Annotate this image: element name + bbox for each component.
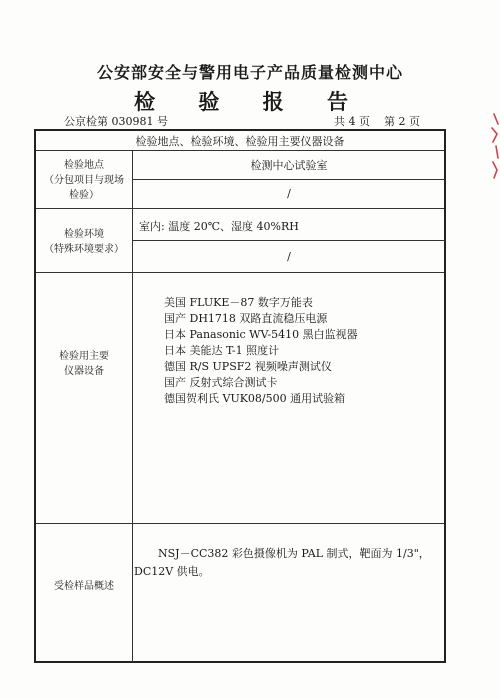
report-number: 公京检第 030981 号 [64,115,168,128]
location-value: 检测中心试验室 [250,159,328,172]
equipment-label: 检验用主要 仪器设备 [59,351,109,377]
equipment-item: 日本 Panasonic WV-5410 黑白监视器 [164,328,358,341]
equipment-list [164,295,358,407]
row-divider [36,150,444,151]
equipment-item: 德国贺利氏 VUK08/500 通用试验箱 [164,392,346,405]
section-header: 检验地点、检验环境、检验用主要仪器设备 [135,135,345,148]
sample-description: NSJ－CC382 彩色摄像机为 PAL 制式，靶面为 1/3"，DC12V 供电。 [134,547,430,578]
sample-label: 受检样品概述 [54,581,114,592]
equipment-item: 德国 R/S UPSF2 视频噪声测试仪 [164,360,332,373]
environment-subvalue: / [287,250,291,263]
equipment-item: 国产 DH1718 双路直流稳压电源 [164,312,328,325]
inspection-table [34,129,446,663]
stamp-edge-mark [488,112,500,182]
equipment-item: 日本 美能达 T-1 照度计 [164,344,280,357]
environment-label: 检验环境 （特殊环境要求） [44,229,124,255]
page-indicator [334,113,434,129]
cell-divider [132,179,446,180]
equipment-item: 美国 FLUKE－87 数字万能表 [164,296,313,309]
location-subvalue: / [287,187,291,200]
organization-title: 公安部安全与警用电子产品质量检测中心 [96,63,403,82]
document-title: 检 验 报 告 [134,89,366,114]
column-divider [132,150,133,662]
equipment-item: 国产 反射式综合测试卡 [164,376,278,389]
row-divider [36,272,444,273]
environment-value: 室内: 温度 20℃、湿度 40%RH [139,220,299,233]
row-divider [36,523,444,524]
row-divider [36,208,444,209]
page-number: 第 2 页 [384,115,420,128]
cell-divider [132,240,446,241]
location-label: 检验地点 （分包项目与现场 检验） [44,160,124,201]
total-pages: 共 4 页 [334,115,370,128]
